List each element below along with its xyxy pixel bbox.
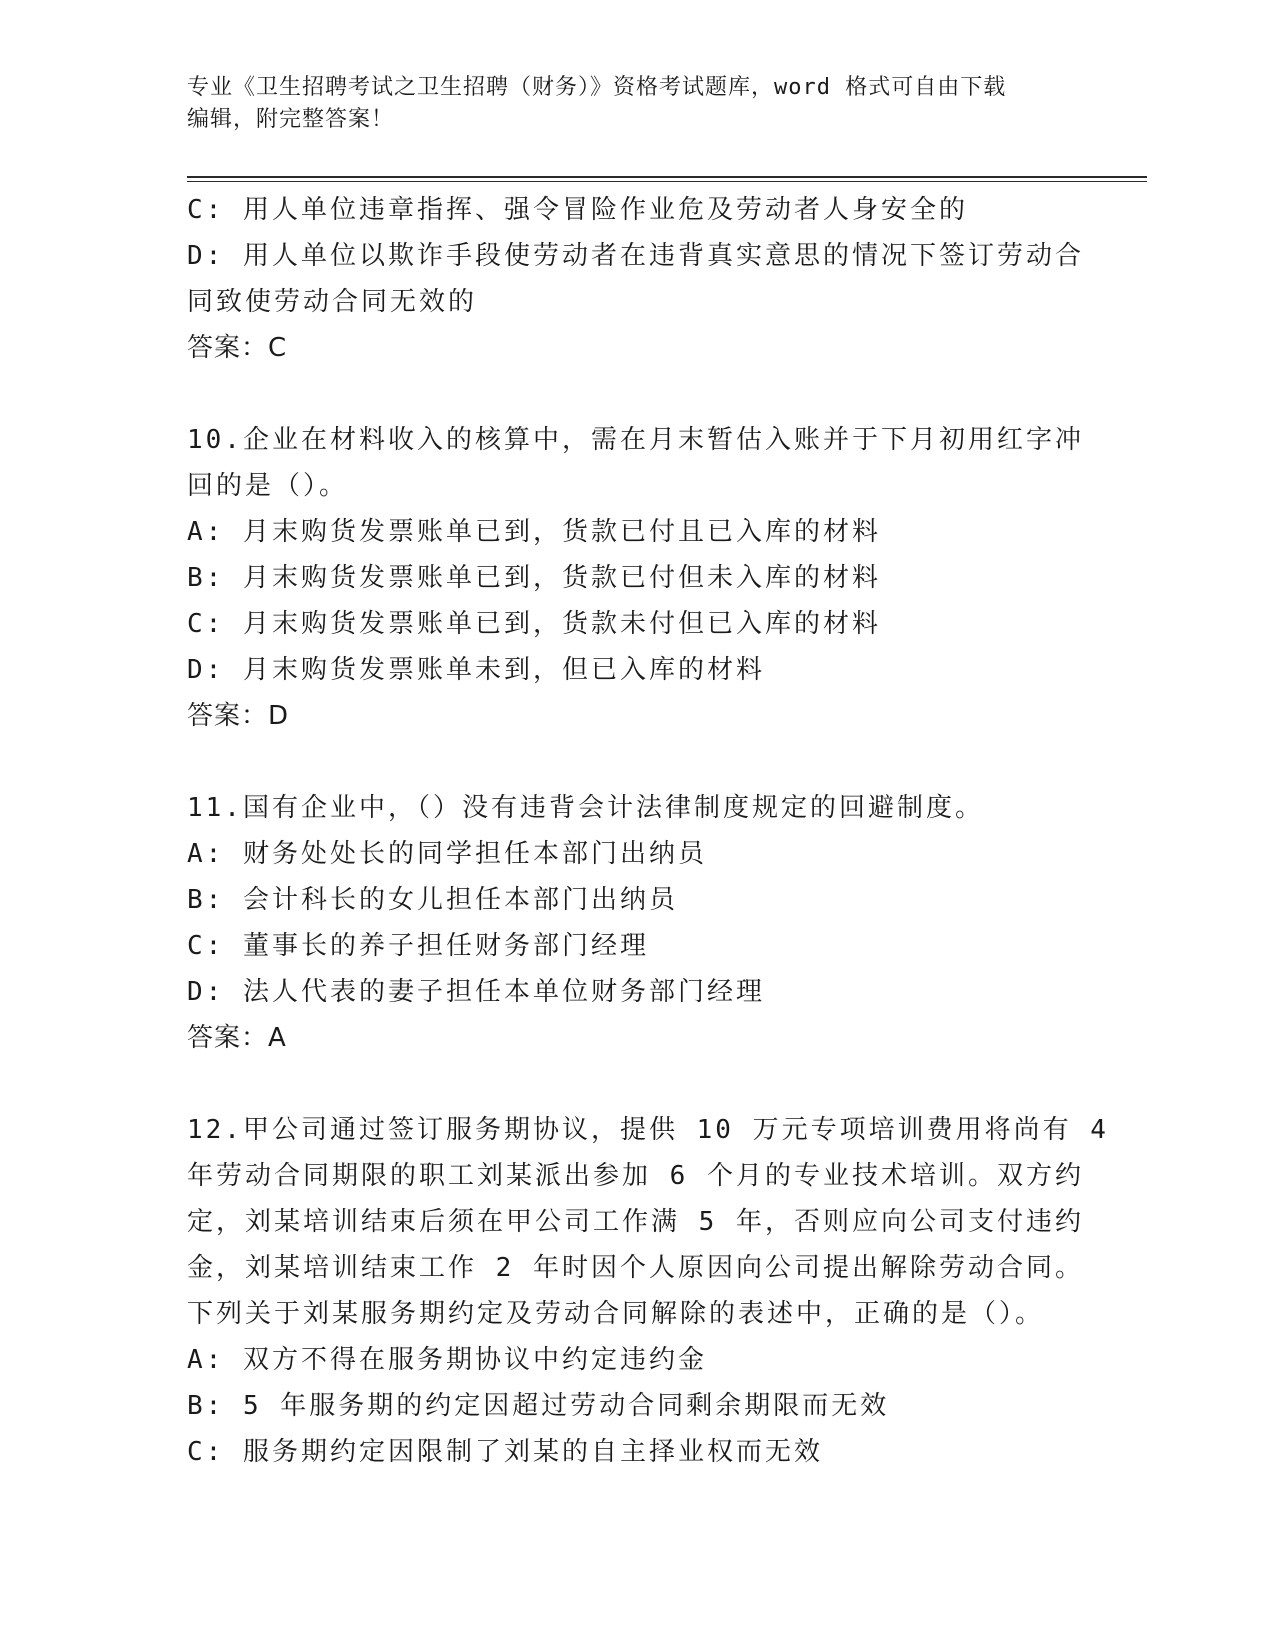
question-9-tail: [187, 187, 1087, 371]
header-divider-thin: [187, 181, 1147, 182]
question-stem: 12.甲公司通过签订服务期协议，提供 10 万元专项培训费用将尚有 4: [187, 1115, 1109, 1145]
question-stem-continued: 回的是（）。: [187, 471, 349, 501]
option-c: C: 月末购货发票账单已到，货款未付但已入库的材料: [187, 609, 881, 639]
answer-line: 答案：A: [187, 1023, 287, 1053]
header-divider-thick: [187, 176, 1147, 178]
spacer: [187, 739, 1087, 785]
question-stem: 10.企业在材料收入的核算中，需在月末暂估入账并于下月初用红字冲: [187, 425, 1084, 455]
question-body: [187, 187, 1109, 1475]
answer-line: 答案：D: [187, 701, 290, 731]
question-stem-continued: 定，刘某培训结束后须在甲公司工作满 5 年，否则应向公司支付违约: [187, 1207, 1084, 1237]
header-line-1: 专业《卫生招聘考试之卫生招聘（财务）》资格考试题库，word 格式可自由下载: [187, 75, 1007, 100]
option-b: B: 月末购货发票账单已到，货款已付但未入库的材料: [187, 563, 881, 593]
option-c: C: 用人单位违章指挥、强令冒险作业危及劳动者人身安全的: [187, 195, 968, 225]
option-d: D: 月末购货发票账单未到，但已入库的材料: [187, 655, 765, 685]
spacer: [187, 1061, 1087, 1107]
option-d-continued: 同致使劳动合同无效的: [187, 287, 478, 317]
option-b: B: 5 年服务期的约定因超过劳动合同剩余期限而无效: [187, 1391, 890, 1421]
question-stem: 11.国有企业中，（）没有违背会计法律制度规定的回避制度。: [187, 793, 984, 823]
question-11: [187, 785, 1087, 1061]
option-a: A: 双方不得在服务期协议中约定违约金: [187, 1345, 707, 1375]
option-b: B: 会计科长的女儿担任本部门出纳员: [187, 885, 678, 915]
option-c: C: 董事长的养子担任财务部门经理: [187, 931, 649, 961]
option-a: A: 月末购货发票账单已到，货款已付且已入库的材料: [187, 517, 881, 547]
spacer: [187, 371, 1087, 417]
option-a: A: 财务处处长的同学担任本部门出纳员: [187, 839, 707, 869]
question-stem-continued: 下列关于刘某服务期约定及劳动合同解除的表述中，正确的是（）。: [187, 1299, 1045, 1329]
answer-line: 答案：C: [187, 333, 288, 363]
question-stem-continued: 年劳动合同期限的职工刘某派出参加 6 个月的专业技术培训。双方约: [187, 1161, 1084, 1191]
question-stem-continued: 金，刘某培训结束工作 2 年时因个人原因向公司提出解除劳动合同。: [187, 1253, 1084, 1283]
question-12: [187, 1107, 1109, 1475]
option-d: D: 用人单位以欺诈手段使劳动者在违背真实意思的情况下签订劳动合: [187, 241, 1084, 271]
header-line-2: 编辑，附完整答案！: [187, 107, 395, 132]
option-c: C: 服务期约定因限制了刘某的自主择业权而无效: [187, 1437, 823, 1467]
option-d: D: 法人代表的妻子担任本单位财务部门经理: [187, 977, 765, 1007]
question-10: [187, 417, 1087, 739]
document-header: [187, 72, 1087, 136]
